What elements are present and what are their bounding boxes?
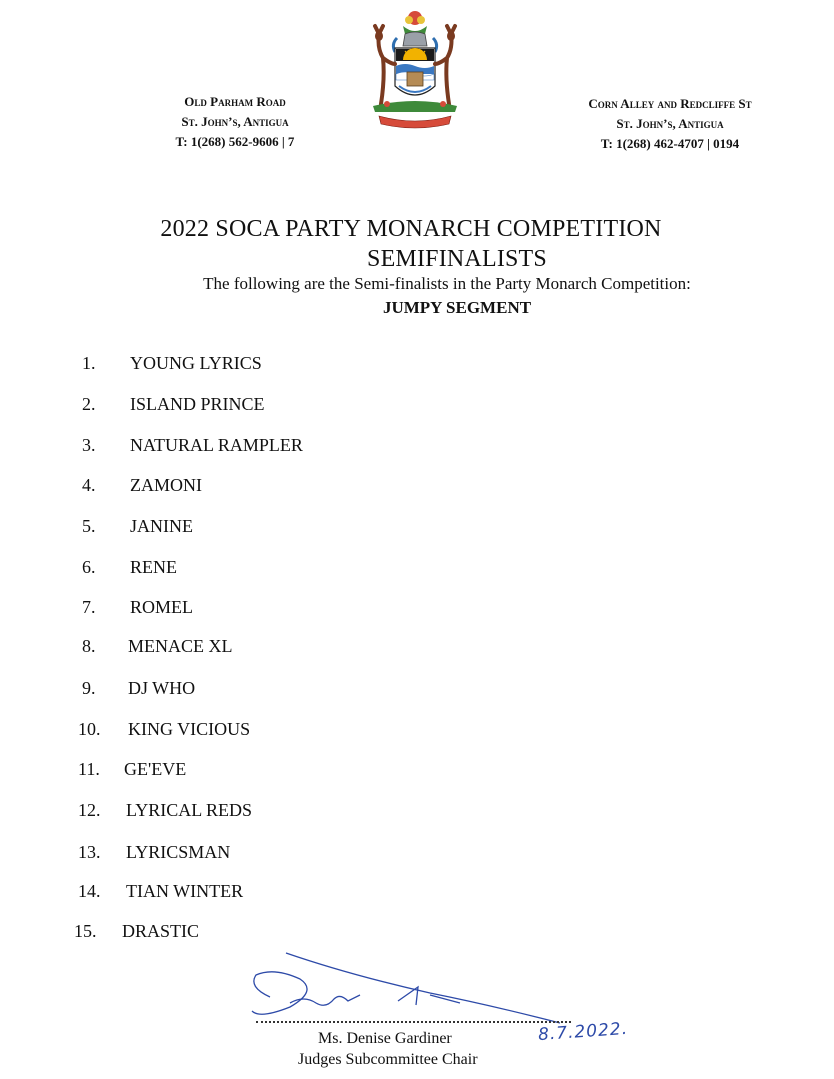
list-item-number: 9. xyxy=(82,678,96,698)
signer-name: Ms. Denise Gardiner xyxy=(318,1030,452,1047)
list-item-number: 1. xyxy=(82,353,96,373)
list-item-number: 10. xyxy=(78,719,101,739)
semifinalist-name: RENE xyxy=(130,557,177,577)
semifinalist-name: LYRICSMAN xyxy=(126,842,231,862)
list-item-number: 11. xyxy=(78,759,100,779)
document-title: 2022 SOCA PARTY MONARCH COMPETITION xyxy=(160,216,662,242)
document-subtitle: SEMIFINALISTS xyxy=(367,246,547,272)
coat-of-arms-icon xyxy=(365,8,465,132)
right-address-phone: T: 1(268) 462-4707 | 0194 xyxy=(600,136,740,151)
left-address-phone: T: 1(268) 562-9606 | 7 xyxy=(175,134,295,149)
list-item-number: 5. xyxy=(82,516,96,536)
list-item-number: 12. xyxy=(78,800,101,820)
signer-role: Judges Subcommittee Chair xyxy=(298,1051,478,1068)
signature-date: 8.7.2022. xyxy=(537,1018,629,1046)
list-item-number: 8. xyxy=(82,636,96,656)
semifinalist-name: JANINE xyxy=(130,516,193,536)
list-item-number: 2. xyxy=(82,394,96,414)
list-item-number: 4. xyxy=(82,475,96,495)
list-item-number: 15. xyxy=(74,921,97,941)
semifinalist-name: DRASTIC xyxy=(122,921,200,941)
semifinalist-name: TIAN WINTER xyxy=(126,881,244,901)
list-item-number: 3. xyxy=(82,435,96,455)
right-address-street: Corn Alley and Redcliffe St xyxy=(588,96,752,111)
semifinalist-name: GE'EVE xyxy=(124,759,187,779)
semifinalist-name: ZAMONI xyxy=(130,475,202,495)
segment-heading: JUMPY SEGMENT xyxy=(382,298,532,317)
left-address-city: St. John’s, Antigua xyxy=(181,114,289,129)
list-item-number: 6. xyxy=(82,557,96,577)
semifinalist-name: ROMEL xyxy=(130,597,193,617)
list-item-number: 14. xyxy=(78,881,101,901)
list-item-number: 13. xyxy=(78,842,101,862)
semifinalist-name: NATURAL RAMPLER xyxy=(130,435,303,455)
semifinalist-name: LYRICAL REDS xyxy=(126,800,253,820)
left-address-street: Old Parham Road xyxy=(184,94,286,109)
semifinalist-name: KING VICIOUS xyxy=(128,719,251,739)
right-address-city: St. John’s, Antigua xyxy=(616,116,724,131)
intro-text: The following are the Semi-finalists in the Party Monarch Competition: xyxy=(203,274,691,293)
signature-line xyxy=(256,1021,571,1023)
semifinalist-name: ISLAND PRINCE xyxy=(130,394,265,414)
list-item-number: 7. xyxy=(82,597,96,617)
semifinalist-name: YOUNG LYRICS xyxy=(130,353,262,373)
right-address-block xyxy=(560,94,780,154)
semifinalist-name: DJ WHO xyxy=(128,678,196,698)
semifinalist-name: MENACE XL xyxy=(128,636,233,656)
left-address-block xyxy=(150,92,320,152)
handwritten-signature xyxy=(230,945,670,1025)
